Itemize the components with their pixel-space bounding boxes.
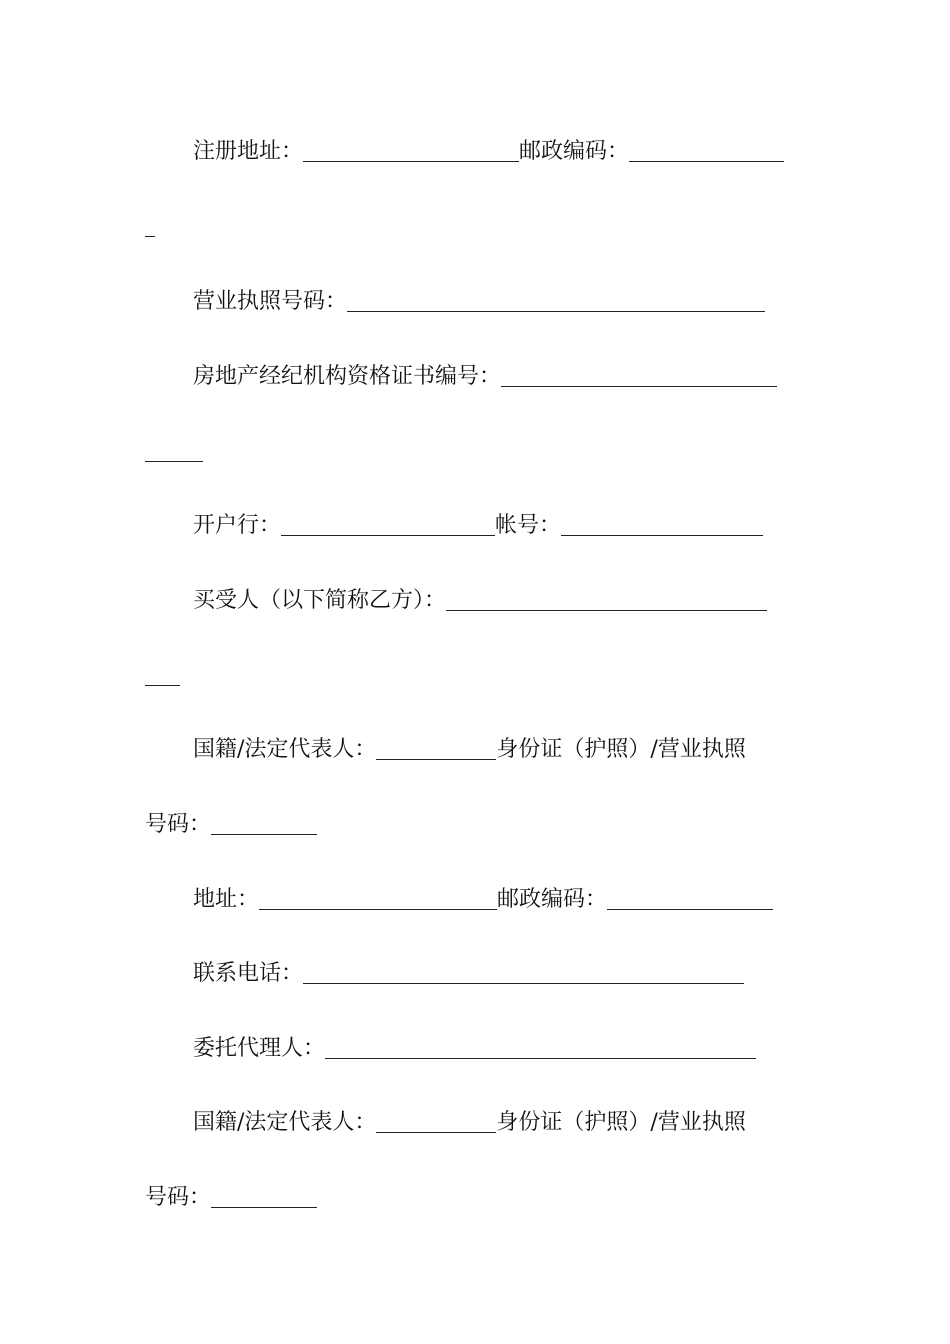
bank-line: [145, 511, 855, 541]
address-line: [145, 885, 855, 915]
account-blank[interactable]: [561, 515, 763, 536]
postcode-blank[interactable]: [629, 141, 784, 162]
number-blank-2[interactable]: [211, 1187, 317, 1208]
registered-address-blank[interactable]: [303, 141, 519, 162]
nationality-label-2: 国籍/法定代表人：: [193, 1110, 377, 1135]
broker-cert-blank-continued: [145, 437, 807, 467]
phone-line: [145, 959, 855, 989]
broker-cert-line: [145, 362, 855, 392]
nationality-label-1: 国籍/法定代表人：: [193, 737, 377, 762]
postcode-label-2: 邮政编码：: [497, 887, 608, 912]
registered-address-label: 注册地址：: [193, 139, 304, 164]
phone-blank[interactable]: [303, 963, 744, 984]
agent-blank[interactable]: [325, 1038, 756, 1059]
account-label: 帐号：: [495, 513, 562, 538]
address-label: 地址：: [193, 887, 260, 912]
license-number-label: 营业执照号码：: [193, 289, 348, 314]
buyer-blank-tail[interactable]: [145, 665, 180, 686]
address-blank[interactable]: [259, 889, 497, 910]
number-blank-1[interactable]: [211, 814, 317, 835]
broker-cert-blank-tail[interactable]: [145, 441, 203, 462]
buyer-blank-continued: [145, 661, 807, 691]
nationality-blank-2[interactable]: [376, 1112, 496, 1133]
buyer-blank[interactable]: [446, 590, 767, 611]
number-line-1: [145, 810, 807, 840]
bank-blank[interactable]: [281, 515, 495, 536]
postcode-label: 邮政编码：: [519, 139, 630, 164]
number-label-2: 号码：: [145, 1185, 212, 1210]
nationality-line-1: [145, 735, 855, 765]
registered-address-line: [145, 137, 855, 167]
agent-label: 委托代理人：: [193, 1036, 326, 1061]
number-label-1: 号码：: [145, 812, 212, 837]
number-line-2: [145, 1183, 807, 1213]
nationality-blank-1[interactable]: [376, 739, 496, 760]
broker-cert-label: 房地产经纪机构资格证书编号：: [193, 364, 502, 389]
phone-label: 联系电话：: [193, 961, 304, 986]
postcode-blank-tail[interactable]: [145, 216, 155, 237]
license-number-blank[interactable]: [347, 291, 765, 312]
nationality-line-2: [145, 1108, 855, 1138]
broker-cert-blank[interactable]: [501, 366, 777, 387]
buyer-label: 买受人（以下简称乙方）：: [193, 588, 447, 613]
postcode-blank-2[interactable]: [607, 889, 773, 910]
bank-label: 开户行：: [193, 513, 282, 538]
id-label-2: 身份证（护照）/营业执照: [496, 1110, 746, 1135]
postcode-blank-continued: [145, 212, 807, 242]
license-number-line: [145, 287, 855, 317]
agent-line: [145, 1034, 855, 1064]
id-label-1: 身份证（护照）/营业执照: [496, 737, 746, 762]
buyer-line: [145, 586, 855, 616]
